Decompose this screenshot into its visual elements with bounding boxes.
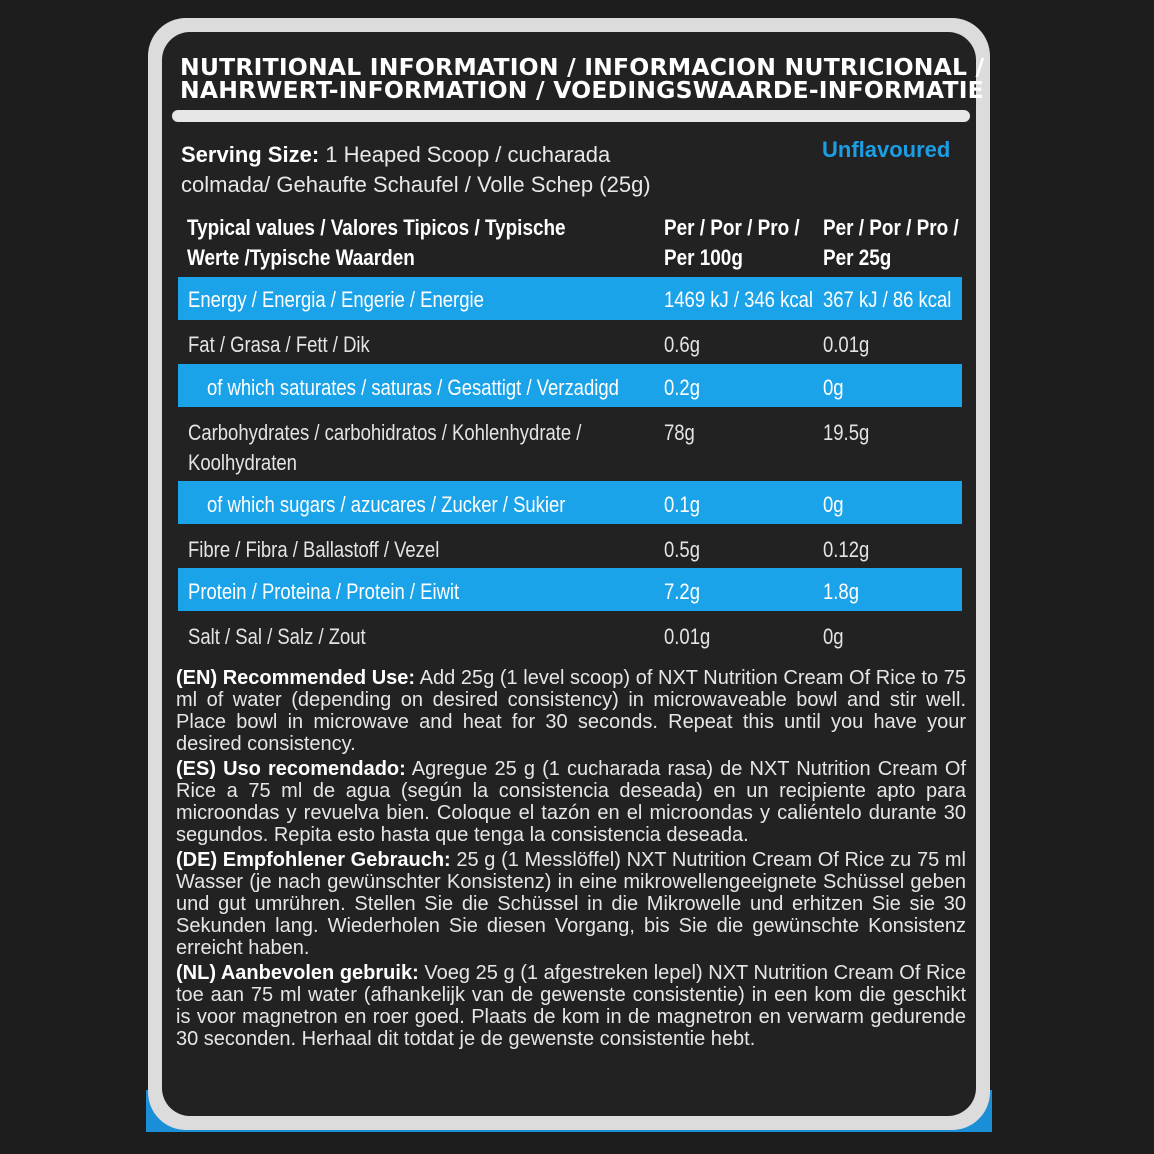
header-per-100g-line-1: Per / Por / Pro / <box>664 215 800 240</box>
header-per-100g <box>664 213 800 273</box>
row-per-25g: 0g <box>823 492 844 517</box>
row-per-100g: 0.1g <box>664 492 700 517</box>
row-per-100g: 0.5g <box>664 537 700 562</box>
table-row-energy <box>178 277 962 320</box>
row-per-25g: 1.8g <box>823 579 859 604</box>
header-per-25g-line-2: Per 25g <box>823 245 892 270</box>
row-per-25g: 0.01g <box>823 332 870 357</box>
row-per-100g: 0.6g <box>664 332 700 357</box>
header-typical-values <box>187 213 566 273</box>
row-per-100g: 1469 kJ / 346 kcal <box>664 287 813 312</box>
header-per-100g-line-2: Per 100g <box>664 245 743 270</box>
table-row-salt <box>178 612 962 655</box>
usage-instructions <box>176 667 966 1053</box>
header-typical-values-line-2: Werte /Typische Waarden <box>187 245 415 270</box>
row-per-100g: 7.2g <box>664 579 700 604</box>
row-label <box>188 418 581 478</box>
header-line-1: NUTRITIONAL INFORMATION / INFORMACION NUTRICIONAL / <box>180 53 985 81</box>
usage-en-title: (EN) Recommended Use: <box>176 667 416 689</box>
usage-de-text: 25 g (1 Messlöffel) NXT Nutrition Cream Of Rice zu 75 ml Wasser (je nach gewünschter Konsistenz) in eine mikrowellengeeignete Schüssel geben und gut umrühren. Stellen Sie die Schüssel in die Mikrowelle und erhitzen Sie sie 30 Sekunden lang. Wiederholen Sie diesen Vorgang, bis Sie die gewünschte Konsistenz erreicht haben. <box>176 849 966 959</box>
usage-es-title: (ES) Uso recomendado: <box>176 758 406 780</box>
usage-es-text: Agregue 25 g (1 cucharada rasa) de NXT Nutrition Cream Of Rice a 75 ml de agua (según la consistencia deseada) en un recipiente apto para microondas y revuelva bien. Coloque el tazón en el microondas y caliéntelo durante 30 segundos. Repita esto hasta que tenga la consistencia deseada. <box>176 758 967 846</box>
table-row-carbohydrates <box>178 407 962 481</box>
row-per-25g: 0g <box>823 375 844 400</box>
serving-size-label: Serving Size: <box>181 142 320 167</box>
row-label: Protein / Proteina / Protein / Eiwit <box>188 579 460 604</box>
usage-de <box>176 849 966 959</box>
row-per-25g: 19.5g <box>823 420 870 445</box>
row-label: of which sugars / azucares / Zucker / Sukier <box>207 492 566 517</box>
row-label: of which saturates / saturas / Gesattigt / Verzadigd <box>207 375 619 400</box>
usage-en <box>176 667 966 755</box>
usage-nl-title: (NL) Aanbevolen gebruik: <box>176 962 419 984</box>
header-per-25g-line-1: Per / Por / Pro / <box>823 215 959 240</box>
serving-size-text-1: 1 Heaped Scoop / cucharada <box>319 142 611 167</box>
row-per-25g: 0g <box>823 624 844 649</box>
row-label: Fat / Grasa / Fett / Dik <box>188 332 370 357</box>
table-row-sugars <box>178 481 962 524</box>
usage-de-title: (DE) Empfohlener Gebrauch: <box>176 849 451 871</box>
header-line-2: NAHRWERT-INFORMATION / VOEDINGSWAARDE-INFORMATIE <box>180 76 984 104</box>
header-per-25g <box>823 213 959 273</box>
serving-size-text-2: colmada/ Gehaufte Schaufel / Volle Schep (25g) <box>181 172 651 197</box>
header-typical-values-line-1: Typical values / Valores Tipicos / Typische <box>187 215 566 240</box>
row-label-line-1: Carbohydrates / carbohidratos / Kohlenhydrate / <box>188 420 582 445</box>
usage-nl-text: Voeg 25 g (1 afgestreken lepel) NXT Nutrition Cream Of Rice toe aan 75 ml water (afhankelijk van de gewenste consistentie) in een kom die geschikt is voor magnetron en roer goed. Plaats de kom in de magnetron en verwarm gedurende 30 seconden. Herhaal dit totdat je de gewenste consistentie hebt. <box>176 962 967 1050</box>
row-label: Energy / Energia / Engerie / Energie <box>188 287 484 312</box>
serving-size <box>181 140 741 200</box>
row-per-100g: 0.2g <box>664 375 700 400</box>
table-row-protein <box>178 568 962 611</box>
usage-en-text: Add 25g (1 level scoop) of NXT Nutrition Cream Of Rice to 75 ml of water (depending on desired consistency) in microwaveable bowl and stir well. Place bowl in microwave and heat for 30 seconds. Repeat this until you have your desired consistency. <box>176 667 966 755</box>
row-per-25g: 367 kJ / 86 kcal <box>823 287 952 312</box>
table-row-saturates <box>178 364 962 407</box>
row-per-100g: 78g <box>664 420 695 445</box>
nutrition-header <box>180 53 985 104</box>
row-label: Salt / Sal / Salz / Zout <box>188 624 366 649</box>
usage-nl <box>176 962 966 1050</box>
table-row-fibre <box>178 525 962 568</box>
row-label-line-2: Koolhydraten <box>188 450 297 475</box>
flavour-label: Unflavoured <box>822 137 951 162</box>
row-per-25g: 0.12g <box>823 537 870 562</box>
header-divider <box>172 110 970 122</box>
usage-es <box>176 758 966 846</box>
row-per-100g: 0.01g <box>664 624 711 649</box>
table-row-fat <box>178 320 962 363</box>
row-label: Fibre / Fibra / Ballastoff / Vezel <box>188 537 440 562</box>
